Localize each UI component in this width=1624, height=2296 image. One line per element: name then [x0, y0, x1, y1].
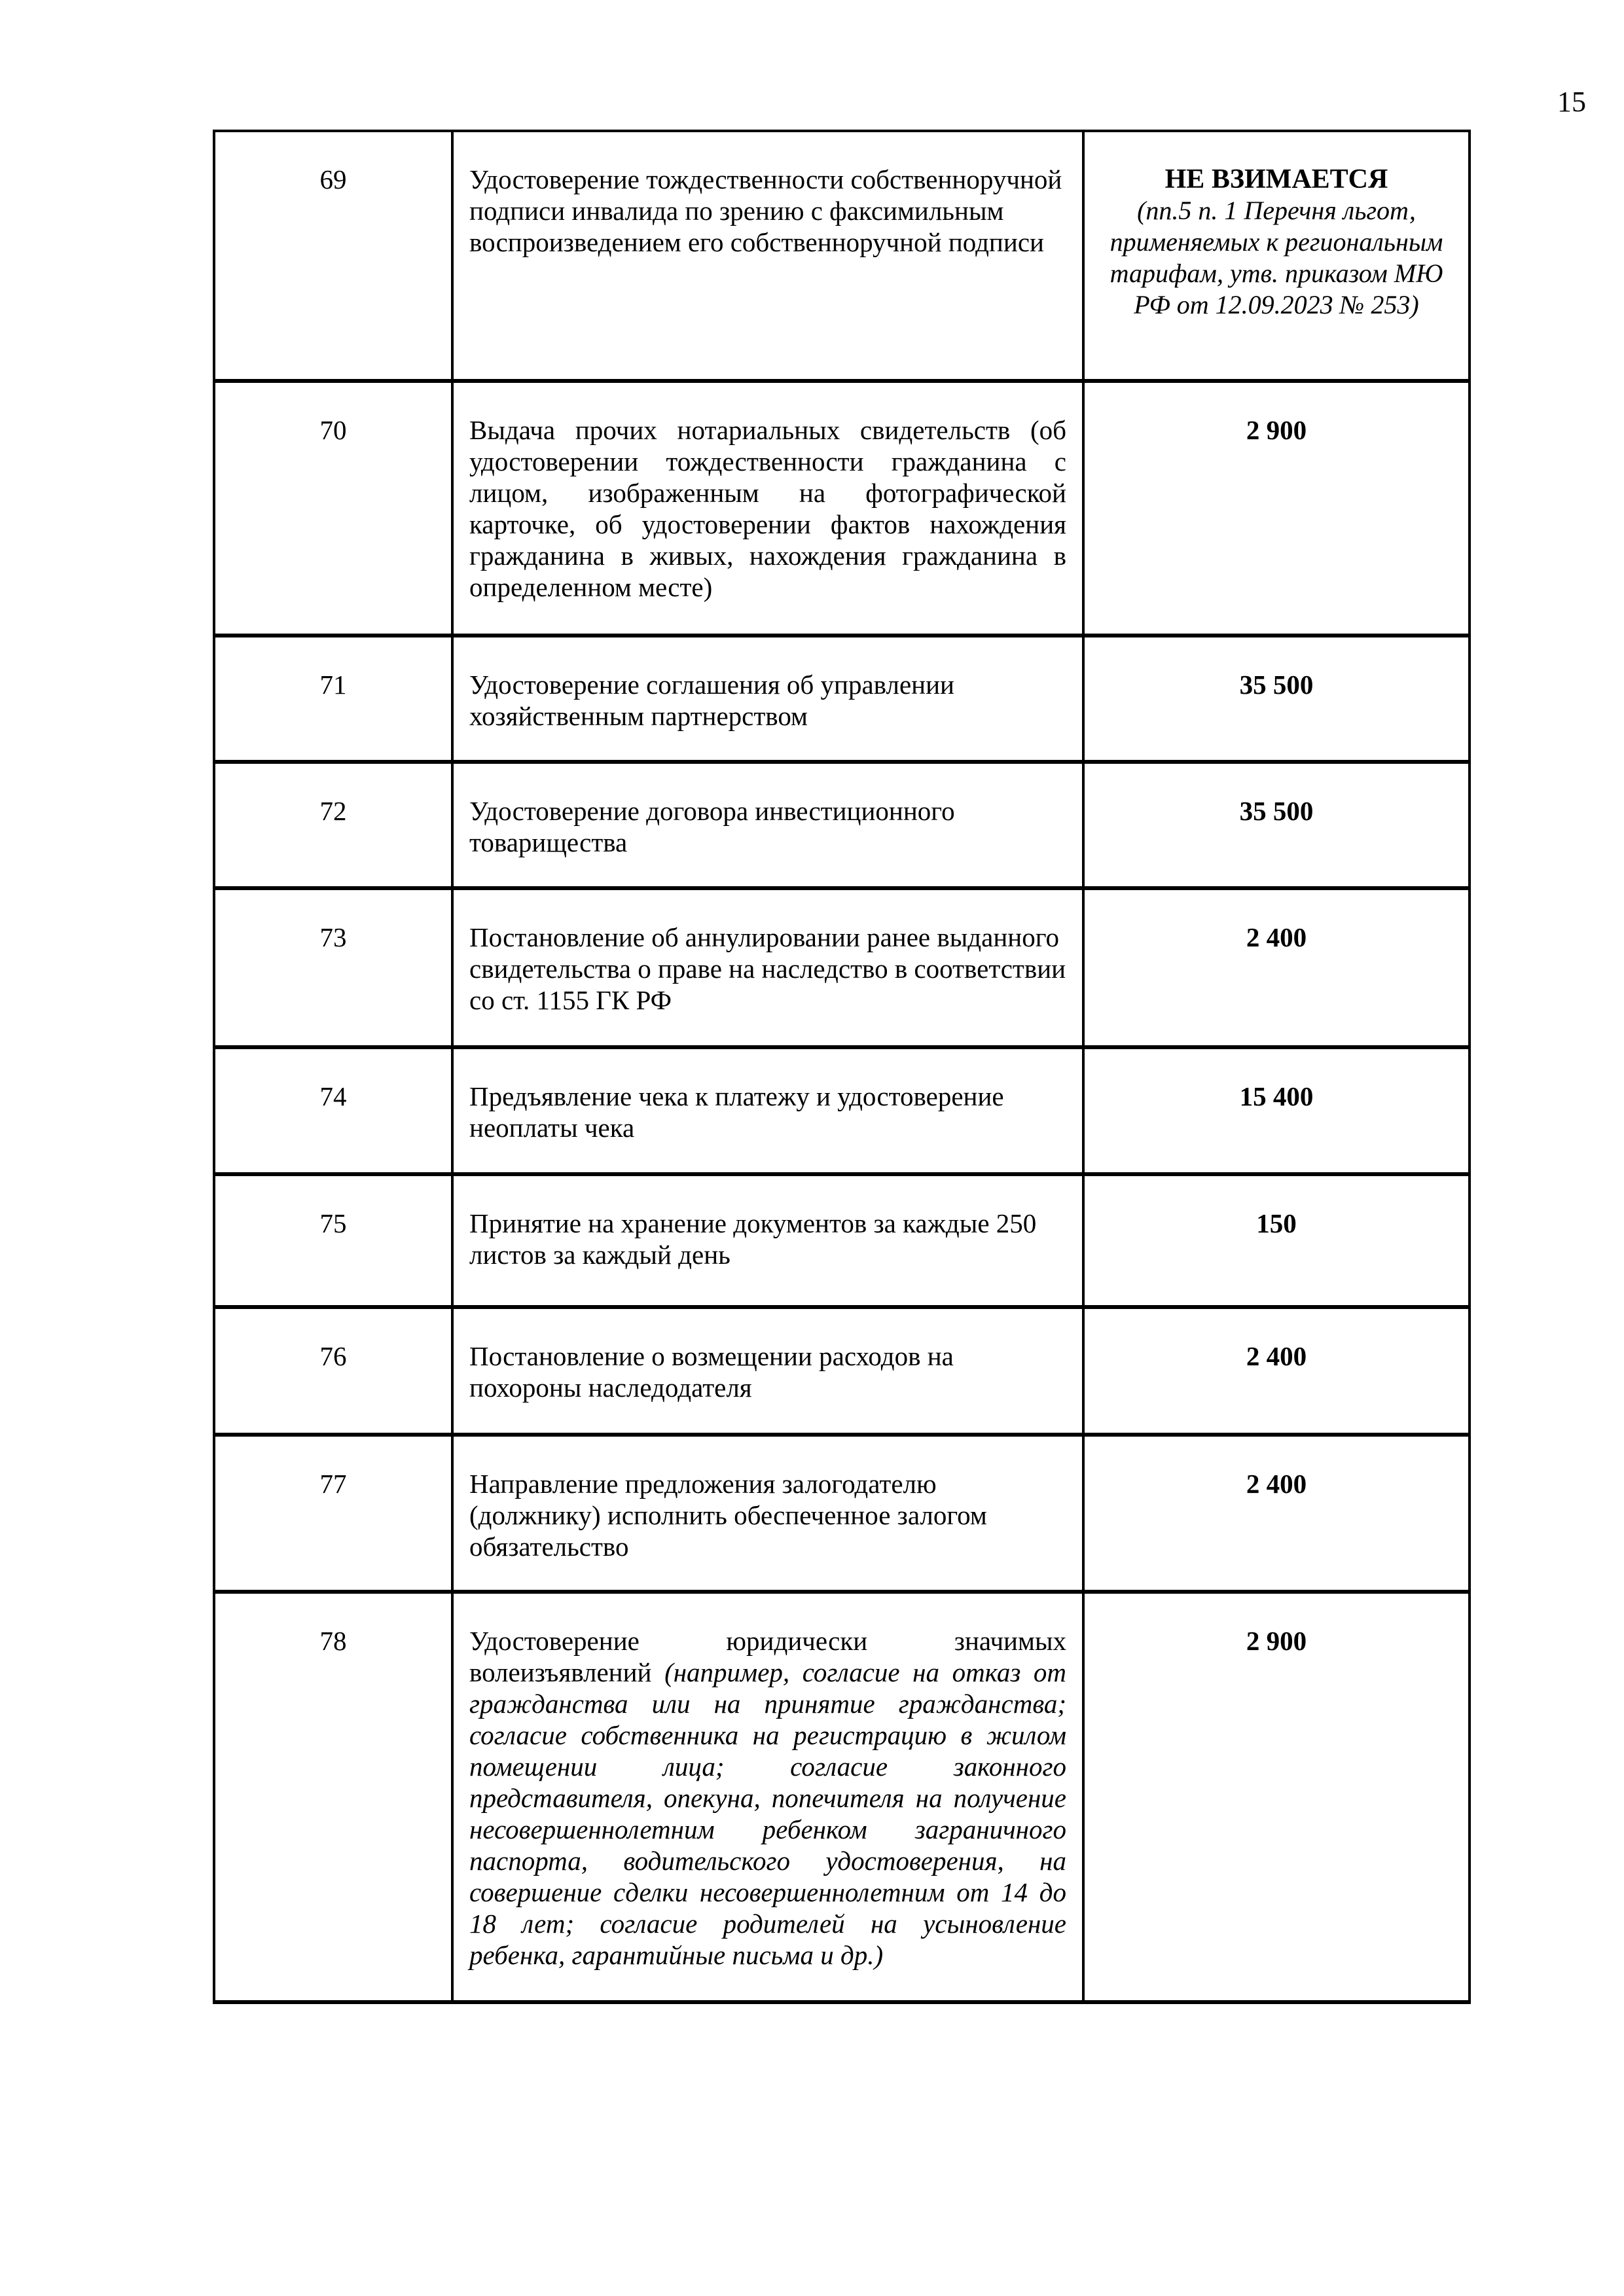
row-description: Постановление о возмещении расходов на похороны наследодателя [452, 1307, 1083, 1435]
row-description: Удостоверение тождественности собственноручной подписи инвалида по зрению с факсимильным воспроизведением его собственноручной подписи [452, 131, 1083, 381]
row-description: Направление предложения залогодателю (должнику) исполнить обеспеченное залогом обязательство [452, 1435, 1083, 1592]
row-number: 72 [214, 762, 452, 888]
row-price: 15 400 [1083, 1047, 1470, 1174]
price-exempt-note: (пп.5 п. 1 Перечня льгот, применяемых к региональным тарифам, утв. приказом МЮ РФ от 12.09.2023 № 253) [1110, 196, 1443, 319]
table-row [214, 888, 1470, 1047]
table-row [214, 381, 1470, 636]
row-number: 78 [214, 1592, 452, 2002]
row-number: 75 [214, 1174, 452, 1307]
table-row [214, 762, 1470, 888]
row-description: Выдача прочих нотариальных свидетельств (об удостоверении тождественности гражданина с лицом, изображенным на фотографической карточке, об удостоверении фактов нахождения гражданина в живых, нахождения гражданина в определенном месте) [452, 381, 1083, 636]
row-price: 2 900 [1083, 1592, 1470, 2002]
tariff-table [213, 130, 1471, 2004]
table-row [214, 636, 1470, 762]
row-number: 73 [214, 888, 452, 1047]
row-number: 71 [214, 636, 452, 762]
row-number: 74 [214, 1047, 452, 1174]
row-description: Удостоверение договора инвестиционного товарищества [452, 762, 1083, 888]
row-description: Постановление об аннулировании ранее выданного свидетельства о праве на наследство в соответствии со ст. 1155 ГК РФ [452, 888, 1083, 1047]
row-price: 2 400 [1083, 1307, 1470, 1435]
page-number: 15 [1557, 86, 1586, 118]
row-description-plain: Удостоверение юридически значимых волеизъявлений [469, 1626, 1066, 1687]
row-price: 2 900 [1083, 381, 1470, 636]
table-row [214, 1047, 1470, 1174]
row-number: 70 [214, 381, 452, 636]
row-description: Предъявление чека к платежу и удостоверение неоплаты чека [452, 1047, 1083, 1174]
price-exempt-label: НЕ ВЗИМАЕТСЯ [1164, 164, 1388, 194]
row-description: Удостоверение соглашения об управлении хозяйственным партнерством [452, 636, 1083, 762]
row-price: 35 500 [1083, 636, 1470, 762]
row-price: 35 500 [1083, 762, 1470, 888]
table-row [214, 1174, 1470, 1307]
row-price: 150 [1083, 1174, 1470, 1307]
table-row [214, 1435, 1470, 1592]
row-price: 2 400 [1083, 888, 1470, 1047]
row-number: 76 [214, 1307, 452, 1435]
row-price [1083, 131, 1470, 381]
table-row [214, 131, 1470, 381]
row-description [452, 1592, 1083, 2002]
row-description: Принятие на хранение документов за каждые 250 листов за каждый день [452, 1174, 1083, 1307]
row-description-italic: (например, согласие на отказ от гражданства или на принятие гражданства; согласие собственника на регистрацию в жилом помещении лица; согласие законного представителя, опекуна, попечителя на получение несовершеннолетним ребенком заграничного паспорта, водительского удостоверения, на совершение сделки несовершеннолетним от 14 до 18 лет; согласие родителей на усыновление ребенка, гарантийные письма и др.) [469, 1657, 1066, 1970]
row-number: 69 [214, 131, 452, 381]
row-price: 2 400 [1083, 1435, 1470, 1592]
table-row [214, 1307, 1470, 1435]
table-row [214, 1592, 1470, 2002]
row-number: 77 [214, 1435, 452, 1592]
